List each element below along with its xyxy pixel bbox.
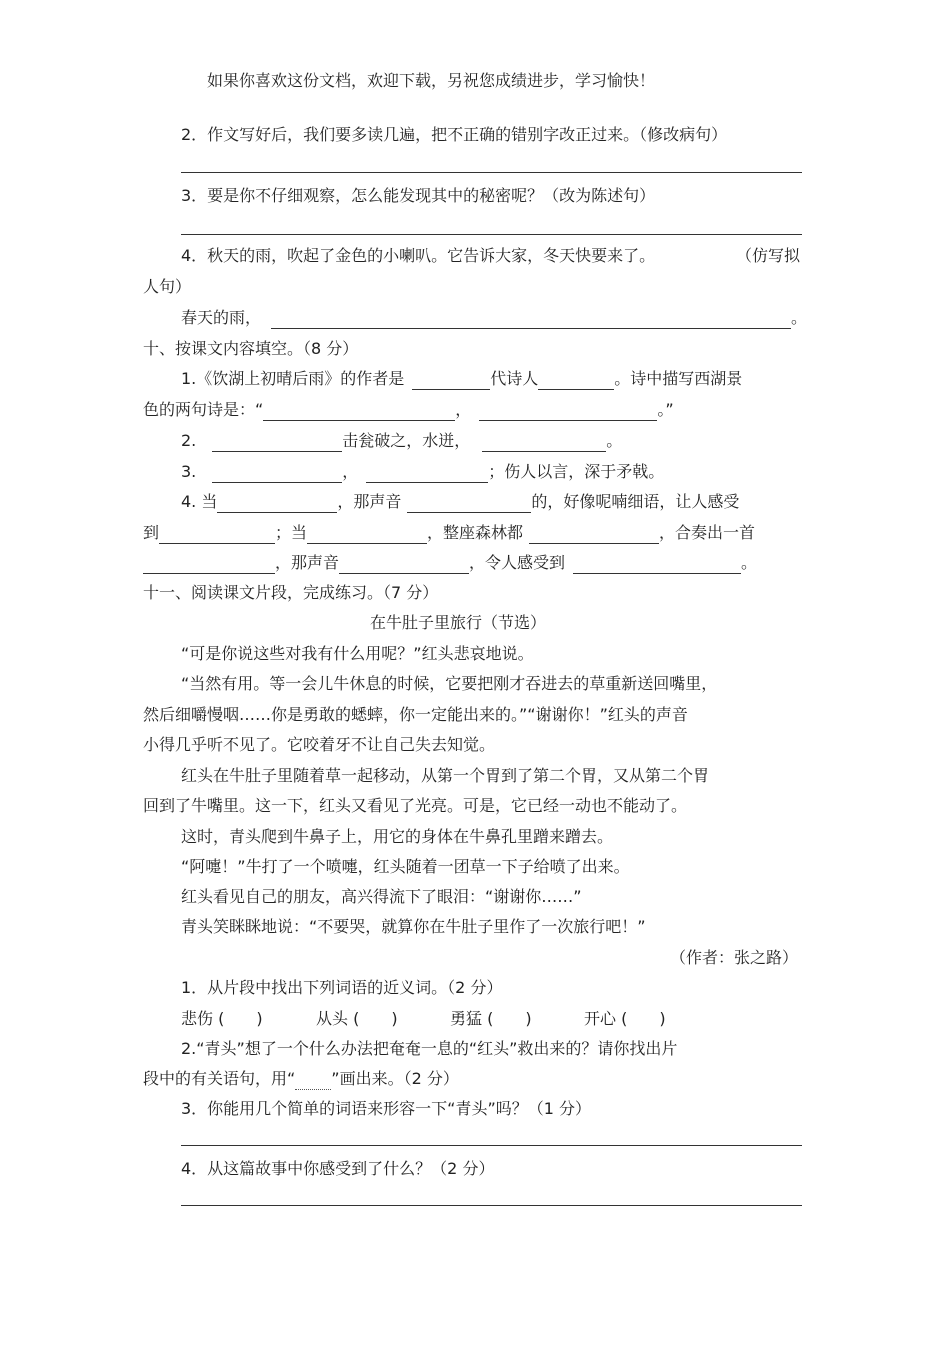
fill-blank[interactable]: [212, 464, 342, 483]
fill-blank[interactable]: [407, 494, 531, 513]
q4-text-b: ，那声音: [337, 492, 402, 511]
sec10-q1-line2: [143, 399, 674, 421]
q2-text: 击瓮破之，水迸，: [342, 431, 471, 450]
section-11-title: 十一、阅读课文片段，完成练习。（7 分）: [143, 583, 439, 602]
passage-para-5: “阿嚏！”牛打了一个喷嚏，红头随着一团草一下子给喷了出来。: [181, 857, 630, 876]
sec10-q4-line1: [181, 491, 739, 513]
wavy-underline-mark: [295, 1075, 331, 1090]
q3-num: 3.: [181, 462, 197, 481]
sec11-q2-line2: [143, 1068, 459, 1090]
period: 。: [791, 308, 808, 327]
passage-para-4: 这时，青头爬到牛鼻子上，用它的身体在牛鼻孔里蹭来蹭去。: [181, 827, 614, 846]
q1-text-b: 代诗人: [490, 369, 539, 388]
fill-blank[interactable]: [271, 310, 791, 329]
q1-end: 。”: [657, 400, 674, 419]
q4-text-g: ，合奏出一首: [659, 523, 756, 542]
q4-text-e: ；当: [275, 523, 308, 542]
rewrite-item-4-note-cont: 人句）: [143, 277, 192, 296]
sec11-q1: 1．从片段中找出下列词语的近义词。（2 分）: [181, 978, 503, 997]
q1-text-d: 色的两句诗是：“: [143, 400, 264, 419]
q2-num: 2.: [181, 431, 197, 450]
q4-text-f: ，整座森林都: [427, 523, 524, 542]
answer-line: [181, 1205, 802, 1206]
fill-blank-poem-1[interactable]: [263, 402, 455, 421]
passage-para-7: 青头笑眯眯地说：“不要哭，就算你在牛肚子里作了一次旅行吧！”: [181, 917, 646, 936]
rewrite-item-3: 3．要是你不仔细观察，怎么能发现其中的秘密呢？（改为陈述句）: [181, 186, 656, 205]
sec10-q4-line3: [143, 552, 757, 574]
synonym-4: 开心 ( ): [584, 1009, 666, 1028]
sec11-q4: 4．从这篇故事中你感受到了什么？（2 分）: [181, 1159, 495, 1178]
q3-comma: ，: [342, 462, 359, 481]
passage-author: （作者：张之路）: [670, 948, 799, 967]
passage-para-2-line3: 小得几乎听不见了。它咬着牙不让自己失去知觉。: [143, 735, 496, 754]
rewrite-item-4: 4．秋天的雨，吹起了金色的小喇叭。它告诉大家，冬天快要来了。: [181, 246, 656, 265]
sec10-q1-line1: [181, 368, 742, 390]
rewrite-item-4-prompt: [181, 307, 807, 329]
fill-blank[interactable]: [217, 494, 337, 513]
q4-text-d: 到: [143, 523, 160, 542]
rewrite-item-4-note: （仿写拟: [736, 246, 801, 265]
fill-blank-poem-2[interactable]: [479, 402, 657, 421]
q3-text: ；伤人以言，深于矛戟。: [488, 462, 665, 481]
q4-text-j: 。: [741, 553, 758, 572]
q4-text-c: 的，好像呢喃细语，让人感受: [531, 492, 740, 511]
sec10-q3: [181, 461, 664, 483]
synonym-1: 悲伤 ( ): [181, 1009, 263, 1028]
fill-blank[interactable]: [212, 433, 342, 452]
passage-para-3-line2: 回到了牛嘴里。这一下，红头又看见了光亮。可是，它已经一动也不能动了。: [143, 796, 688, 815]
page-header: 如果你喜欢这份文档，欢迎下载，另祝您成绩进步，学习愉快！: [207, 71, 656, 90]
q1-text-a: 1.《饮湖上初晴后雨》的作者是: [181, 369, 405, 388]
synonym-3: 勇猛 ( ): [450, 1009, 532, 1028]
fill-blank-poet[interactable]: [538, 371, 614, 390]
passage-title: 在牛肚子里旅行（节选）: [370, 613, 547, 632]
passage-para-1: “可是你说这些对我有什么用呢？”红头悲哀地说。: [181, 644, 534, 663]
q2-text-b: 段中的有关语句，用“: [143, 1069, 296, 1088]
fill-blank[interactable]: [339, 555, 469, 574]
q1-text-c: 。诗中描写西湖景: [614, 369, 743, 388]
prompt-text: 春天的雨，: [181, 308, 262, 327]
q1-comma: ，: [455, 400, 472, 419]
rewrite-item-2: 2．作文写好后，我们要多读几遍，把不正确的错别字改正过来。（修改病句）: [181, 125, 728, 144]
fill-blank[interactable]: [159, 525, 275, 544]
fill-blank[interactable]: [529, 525, 659, 544]
answer-line: [181, 172, 802, 173]
q2-end: 。: [606, 431, 623, 450]
answer-line: [181, 234, 802, 235]
q4-text-i: ，令人感受到: [469, 553, 566, 572]
passage-para-2-line1: “当然有用。等一会儿牛休息的时候，它要把刚才吞进去的草重新送回嘴里，: [181, 674, 718, 693]
sec10-q2: [181, 430, 622, 452]
answer-line: [181, 1145, 802, 1146]
fill-blank[interactable]: [143, 555, 275, 574]
passage-para-6: 红头看见自己的朋友，高兴得流下了眼泪：“谢谢你……”: [181, 887, 582, 906]
fill-blank[interactable]: [307, 525, 427, 544]
sec11-q3: 3．你能用几个简单的词语来形容一下“青头”吗？（1 分）: [181, 1099, 592, 1118]
synonym-2: 从头 ( ): [316, 1009, 398, 1028]
fill-blank[interactable]: [573, 555, 741, 574]
passage-para-3-line1: 红头在牛肚子里随着草一起移动，从第一个胃到了第二个胃，又从第二个胃: [181, 766, 710, 785]
sec11-q2-line1: 2.“青头”想了一个什么办法把奄奄一息的“红头”救出来的？请你找出片: [181, 1039, 678, 1058]
passage-para-2-line2: 然后细嚼慢咽……你是勇敢的蟋蟀，你一定能出来的。”“谢谢你！”红头的声音: [143, 705, 688, 724]
sec10-q4-line2: [143, 522, 755, 544]
fill-blank-author[interactable]: [412, 371, 490, 390]
fill-blank[interactable]: [366, 464, 488, 483]
q4-text-h: ，那声音: [275, 553, 340, 572]
q4-text-a: 4. 当: [181, 492, 218, 511]
section-10-title: 十、按课文内容填空。（8 分）: [143, 339, 359, 358]
q2-text-c: ”画出来。（2 分）: [331, 1069, 459, 1088]
fill-blank[interactable]: [482, 433, 606, 452]
